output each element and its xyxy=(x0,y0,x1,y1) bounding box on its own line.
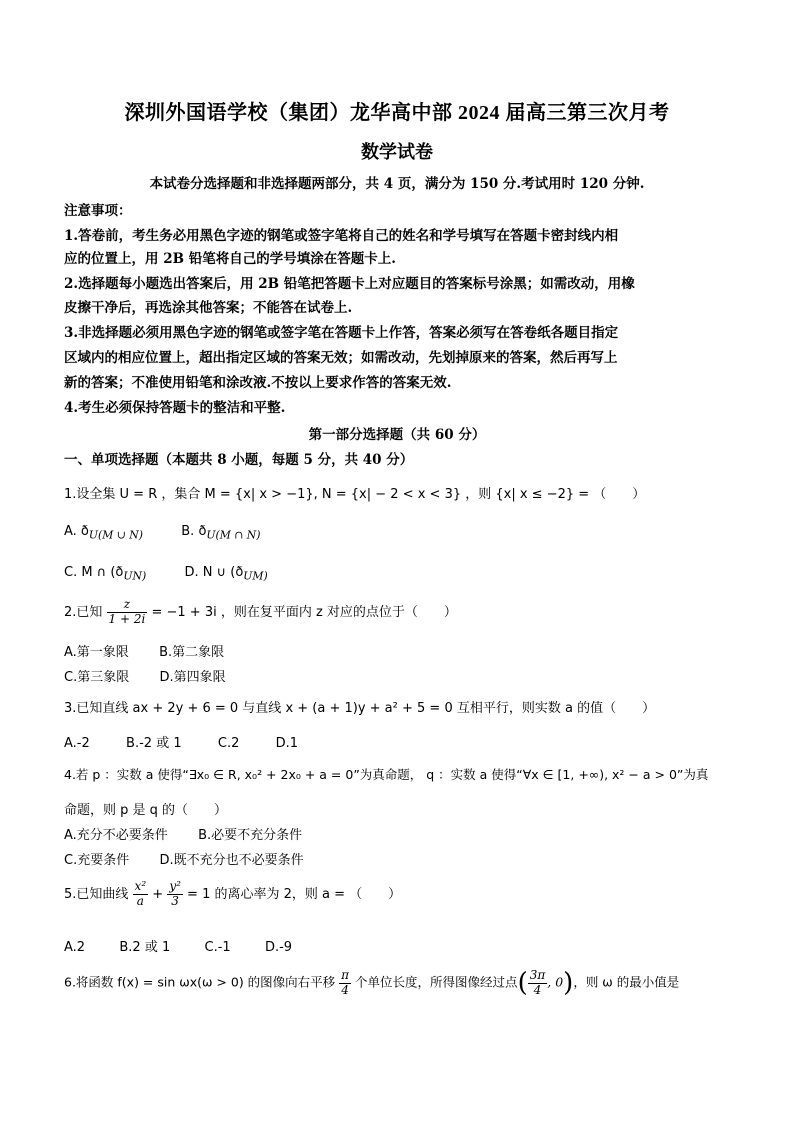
q1-options-row2 xyxy=(64,565,268,583)
q6-stem: 6.将函数 f(x) = sin ωx(ω > 0) 的图像向右平移 $\frac{\pi}{4}$ 个单位长度，所得图像经过点( $\frac{3\pi}{4}$ , 0)，则 ω 的最小值是 xyxy=(64,967,680,998)
q4-options-row1 xyxy=(64,824,302,843)
note-3a: 3.非选择题必须用黑色字迹的钢笔或签字笔在答题卡上作答，答案必须写在答卷纸各题目指定 xyxy=(64,325,619,341)
note-3b: 区域内的相应位置上，超出指定区域的答案无效；如需改动，先划掉原来的答案，然后再写上 xyxy=(64,350,618,366)
q1-option-b: B. $ð_{U(M \cap N)}$ xyxy=(181,524,261,542)
note-2a: 2.选择题每小题选出答案后，用 2B 铅笔把答题卡上对应题目的答案标号涂黑；如需改动，用橡 xyxy=(64,276,635,292)
q6-left-paren: ( xyxy=(517,968,528,998)
q3-stem: 3.已知直线 ax + 2y + 6 = 0 与直线 x + (a + 1)y + a² + 5 = 0 互相平行，则实数 a 的值（ ） xyxy=(64,701,656,716)
q2-stem: 2.已知 $\frac{z}{1 + 2i}$ = −1 + 3i ，则在复平面内 z 对应的点位于（ ） xyxy=(64,597,457,626)
q5-options xyxy=(64,936,292,955)
q4-stem-line2: 命题，则 p 是 q 的（ ） xyxy=(64,803,228,818)
q6-fraction-point: $\frac{3\pi}{4}$ xyxy=(529,967,546,997)
notes-heading: 注意事项： xyxy=(64,203,132,219)
exam-title: 深圳外国语学校（集团）龙华高中部 2024 届高三第三次月考 xyxy=(124,102,670,124)
exam-subtitle: 数学试卷 xyxy=(361,142,433,162)
q3-option-c: C.2 xyxy=(217,736,240,751)
q5-stem: 5.已知曲线 $\frac{\text{x²}}{a}$ + $\frac{\text{y²}}{3}$ = 1 的离心率为 2，则 a = （ ） xyxy=(64,879,402,908)
q4-option-c: C.充要条件 xyxy=(64,853,130,868)
section1-heading: 一、单项选择题（本题共 8 小题，每题 5 分，共 40 分） xyxy=(64,452,414,468)
exam-intro: 本试卷分选择题和非选择题两部分，共 4 页，满分为 150 分.考试用时 120 分钟. xyxy=(149,176,645,192)
q2-fraction: $\frac{z}{1 + 2i}$ xyxy=(108,597,146,626)
q6-right-paren: ) xyxy=(563,968,574,998)
q2-options-row2 xyxy=(64,666,226,685)
q3-option-d: D.1 xyxy=(275,736,299,751)
q3-option-b: B.-2 或 1 xyxy=(126,736,182,751)
note-3c: 新的答案；不准使用铅笔和涂改液.不按以上要求作答的答案无效. xyxy=(64,375,452,391)
q5-option-c: C.-1 xyxy=(204,940,231,955)
q6-fraction-shift: $\frac{\pi}{4}$ xyxy=(341,967,350,997)
q2-option-a: A.第一象限 xyxy=(64,645,129,660)
q2-option-c: C.第三象限 xyxy=(64,670,130,685)
q5-option-b: B.2 或 1 xyxy=(119,940,171,955)
q4-stem-line1: 4.若 p ：实数 a 使得“∃x₀ ∈ R, x₀² + 2x₀ + a = 0”为真命题， q ：实数 a 使得“∀x ∈ [1, +∞), x² − a > 0”为真 xyxy=(64,767,709,782)
note-1b: 应的位置上，用 2B 铅笔将自己的学号填涂在答题卡上. xyxy=(64,251,396,267)
part1-heading: 第一部分选择题（共 60 分） xyxy=(308,427,486,443)
q1-options-row1 xyxy=(64,524,261,542)
q3-option-a: A.-2 xyxy=(64,736,90,751)
q5-fraction-x: $\frac{\text{x²}}{a}$ xyxy=(134,879,147,908)
q2-options-row1 xyxy=(64,641,224,660)
q2-option-d: D.第四象限 xyxy=(159,670,226,685)
q1-stem: 1.设全集 U = R ，集合 M = {x| x > −1}, N = {x| − 2 < x < 3} ，则 {x| x ≤ −2} = （ ） xyxy=(64,487,646,502)
note-4: 4.考生必须保持答题卡的整洁和平整. xyxy=(64,400,286,416)
q5-option-d: D.-9 xyxy=(264,940,293,955)
q1-option-a: A. $ð_{U(M \cup N)}$ xyxy=(64,524,143,542)
q3-options xyxy=(64,732,298,751)
note-1a: 1.答卷前，考生务必用黑色字迹的钢笔或签字笔将自己的姓名和学号填写在答题卡密封线内相 xyxy=(64,228,619,244)
q1-option-d: D. N ∪ ($ð_{UM)}$ xyxy=(184,565,268,583)
q4-options-row2 xyxy=(64,849,304,868)
q4-option-d: D.既不充分也不必要条件 xyxy=(159,853,304,868)
q4-option-a: A.充分不必要条件 xyxy=(64,828,168,843)
q4-option-b: B.必要不充分条件 xyxy=(198,828,303,843)
q5-option-a: A.2 xyxy=(64,940,86,955)
q1-option-c: C. M ∩ ($ð_{UN)}$ xyxy=(64,565,147,583)
q2-option-b: B.第二象限 xyxy=(159,645,225,660)
q5-fraction-y: $\frac{\text{y²}}{3}$ xyxy=(169,879,181,908)
note-2b: 皮擦干净后，再选涂其他答案；不能答在试卷上. xyxy=(64,300,353,316)
